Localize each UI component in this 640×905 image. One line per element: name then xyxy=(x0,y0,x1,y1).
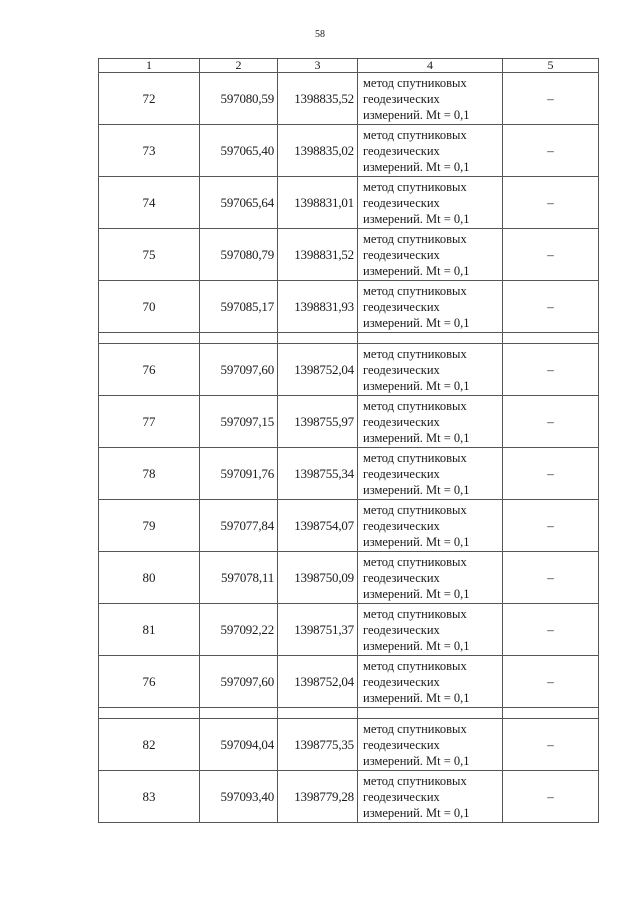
separator-cell xyxy=(358,708,503,719)
method-cell xyxy=(358,281,503,333)
point-number-cell: 79 xyxy=(99,500,200,552)
method-text-line: метод спутниковых xyxy=(363,398,467,413)
point-number-cell: 72 xyxy=(99,73,200,125)
y-coordinate-cell: 1398752,04 xyxy=(278,344,358,396)
table-row xyxy=(99,656,599,708)
separator-cell xyxy=(200,708,278,719)
method-cell xyxy=(358,656,503,708)
method-text-line: геодезических xyxy=(363,622,440,637)
x-coordinate-cell: 597077,84 xyxy=(200,500,278,552)
separator-cell xyxy=(503,708,599,719)
method-text-line: геодезических xyxy=(363,299,440,314)
y-coordinate-cell: 1398750,09 xyxy=(278,552,358,604)
header-cell: 3 xyxy=(278,59,358,73)
table-row xyxy=(99,73,599,125)
method-text-line: измерений. Mt = 0,1 xyxy=(363,211,470,226)
method-text-line: геодезических xyxy=(363,789,440,804)
note-cell: – xyxy=(503,448,599,500)
method-text-line: метод спутниковых xyxy=(363,606,467,621)
table-row xyxy=(99,719,599,771)
separator-cell xyxy=(200,333,278,344)
method-text-line: измерений. Mt = 0,1 xyxy=(363,805,470,820)
method-text-line: метод спутниковых xyxy=(363,75,467,90)
table-row xyxy=(99,177,599,229)
method-text-line: геодезических xyxy=(363,414,440,429)
method-text-line: метод спутниковых xyxy=(363,346,467,361)
y-coordinate-cell: 1398831,52 xyxy=(278,229,358,281)
method-cell xyxy=(358,604,503,656)
note-cell: – xyxy=(503,177,599,229)
method-text-line: геодезических xyxy=(363,91,440,106)
point-number-cell: 83 xyxy=(99,771,200,823)
method-text-line: измерений. Mt = 0,1 xyxy=(363,690,470,705)
method-text-line: измерений. Mt = 0,1 xyxy=(363,482,470,497)
header-cell: 1 xyxy=(99,59,200,73)
method-text-line: геодезических xyxy=(363,195,440,210)
table-row xyxy=(99,344,599,396)
point-number-cell: 77 xyxy=(99,396,200,448)
method-cell xyxy=(358,229,503,281)
note-cell: – xyxy=(503,552,599,604)
separator-cell xyxy=(278,333,358,344)
x-coordinate-cell: 597092,22 xyxy=(200,604,278,656)
point-number-cell: 81 xyxy=(99,604,200,656)
point-number-cell: 80 xyxy=(99,552,200,604)
y-coordinate-cell: 1398751,37 xyxy=(278,604,358,656)
group-separator-row xyxy=(99,333,599,344)
method-text-line: измерений. Mt = 0,1 xyxy=(363,586,470,601)
method-text-line: измерений. Mt = 0,1 xyxy=(363,159,470,174)
x-coordinate-cell: 597065,40 xyxy=(200,125,278,177)
method-text-line: измерений. Mt = 0,1 xyxy=(363,534,470,549)
table-row xyxy=(99,125,599,177)
y-coordinate-cell: 1398835,52 xyxy=(278,73,358,125)
y-coordinate-cell: 1398755,97 xyxy=(278,396,358,448)
table-row xyxy=(99,552,599,604)
method-text-line: метод спутниковых xyxy=(363,554,467,569)
method-text-line: геодезических xyxy=(363,518,440,533)
y-coordinate-cell: 1398831,01 xyxy=(278,177,358,229)
y-coordinate-cell: 1398835,02 xyxy=(278,125,358,177)
method-cell xyxy=(358,177,503,229)
method-text-line: метод спутниковых xyxy=(363,773,467,788)
note-cell: – xyxy=(503,281,599,333)
method-cell xyxy=(358,396,503,448)
separator-cell xyxy=(503,333,599,344)
note-cell: – xyxy=(503,500,599,552)
method-text-line: геодезических xyxy=(363,570,440,585)
table-row xyxy=(99,771,599,823)
method-text-line: метод спутниковых xyxy=(363,658,467,673)
table-row xyxy=(99,500,599,552)
method-text-line: геодезических xyxy=(363,737,440,752)
note-cell: – xyxy=(503,656,599,708)
point-number-cell: 75 xyxy=(99,229,200,281)
table-row xyxy=(99,396,599,448)
method-text-line: метод спутниковых xyxy=(363,179,467,194)
point-number-cell: 74 xyxy=(99,177,200,229)
y-coordinate-cell: 1398775,35 xyxy=(278,719,358,771)
x-coordinate-cell: 597093,40 xyxy=(200,771,278,823)
table-row xyxy=(99,448,599,500)
note-cell: – xyxy=(503,396,599,448)
x-coordinate-cell: 597078,11 xyxy=(200,552,278,604)
point-number-cell: 76 xyxy=(99,344,200,396)
y-coordinate-cell: 1398754,07 xyxy=(278,500,358,552)
point-number-cell: 70 xyxy=(99,281,200,333)
point-number-cell: 73 xyxy=(99,125,200,177)
x-coordinate-cell: 597097,60 xyxy=(200,656,278,708)
coordinates-table xyxy=(98,58,599,823)
method-text-line: измерений. Mt = 0,1 xyxy=(363,430,470,445)
header-row xyxy=(99,59,599,73)
group-separator-row xyxy=(99,708,599,719)
point-number-cell: 78 xyxy=(99,448,200,500)
method-text-line: метод спутниковых xyxy=(363,721,467,736)
method-text-line: измерений. Mt = 0,1 xyxy=(363,638,470,653)
note-cell: – xyxy=(503,125,599,177)
note-cell: – xyxy=(503,604,599,656)
table-row xyxy=(99,604,599,656)
method-text-line: метод спутниковых xyxy=(363,127,467,142)
x-coordinate-cell: 597097,15 xyxy=(200,396,278,448)
method-text-line: измерений. Mt = 0,1 xyxy=(363,107,470,122)
method-text-line: метод спутниковых xyxy=(363,283,467,298)
header-cell: 2 xyxy=(200,59,278,73)
x-coordinate-cell: 597080,79 xyxy=(200,229,278,281)
x-coordinate-cell: 597085,17 xyxy=(200,281,278,333)
method-cell xyxy=(358,719,503,771)
method-cell xyxy=(358,552,503,604)
method-text-line: метод спутниковых xyxy=(363,502,467,517)
note-cell: – xyxy=(503,719,599,771)
method-cell xyxy=(358,73,503,125)
y-coordinate-cell: 1398752,04 xyxy=(278,656,358,708)
page-number: 58 xyxy=(315,29,325,40)
separator-cell xyxy=(99,333,200,344)
method-cell xyxy=(358,344,503,396)
y-coordinate-cell: 1398779,28 xyxy=(278,771,358,823)
method-text-line: метод спутниковых xyxy=(363,231,467,246)
note-cell: – xyxy=(503,229,599,281)
method-text-line: измерений. Mt = 0,1 xyxy=(363,263,470,278)
method-cell xyxy=(358,448,503,500)
table-row xyxy=(99,281,599,333)
method-text-line: геодезических xyxy=(363,362,440,377)
point-number-cell: 82 xyxy=(99,719,200,771)
y-coordinate-cell: 1398755,34 xyxy=(278,448,358,500)
note-cell: – xyxy=(503,344,599,396)
method-text-line: геодезических xyxy=(363,674,440,689)
method-text-line: геодезических xyxy=(363,466,440,481)
x-coordinate-cell: 597097,60 xyxy=(200,344,278,396)
x-coordinate-cell: 597091,76 xyxy=(200,448,278,500)
method-cell xyxy=(358,771,503,823)
method-text-line: измерений. Mt = 0,1 xyxy=(363,753,470,768)
note-cell: – xyxy=(503,73,599,125)
method-text-line: геодезических xyxy=(363,143,440,158)
separator-cell xyxy=(358,333,503,344)
method-text-line: геодезических xyxy=(363,247,440,262)
method-cell xyxy=(358,500,503,552)
header-cell: 4 xyxy=(358,59,503,73)
x-coordinate-cell: 597080,59 xyxy=(200,73,278,125)
y-coordinate-cell: 1398831,93 xyxy=(278,281,358,333)
x-coordinate-cell: 597065,64 xyxy=(200,177,278,229)
separator-cell xyxy=(99,708,200,719)
method-cell xyxy=(358,125,503,177)
method-text-line: метод спутниковых xyxy=(363,450,467,465)
header-cell: 5 xyxy=(503,59,599,73)
note-cell: – xyxy=(503,771,599,823)
method-text-line: измерений. Mt = 0,1 xyxy=(363,378,470,393)
separator-cell xyxy=(278,708,358,719)
table-row xyxy=(99,229,599,281)
method-text-line: измерений. Mt = 0,1 xyxy=(363,315,470,330)
x-coordinate-cell: 597094,04 xyxy=(200,719,278,771)
point-number-cell: 76 xyxy=(99,656,200,708)
